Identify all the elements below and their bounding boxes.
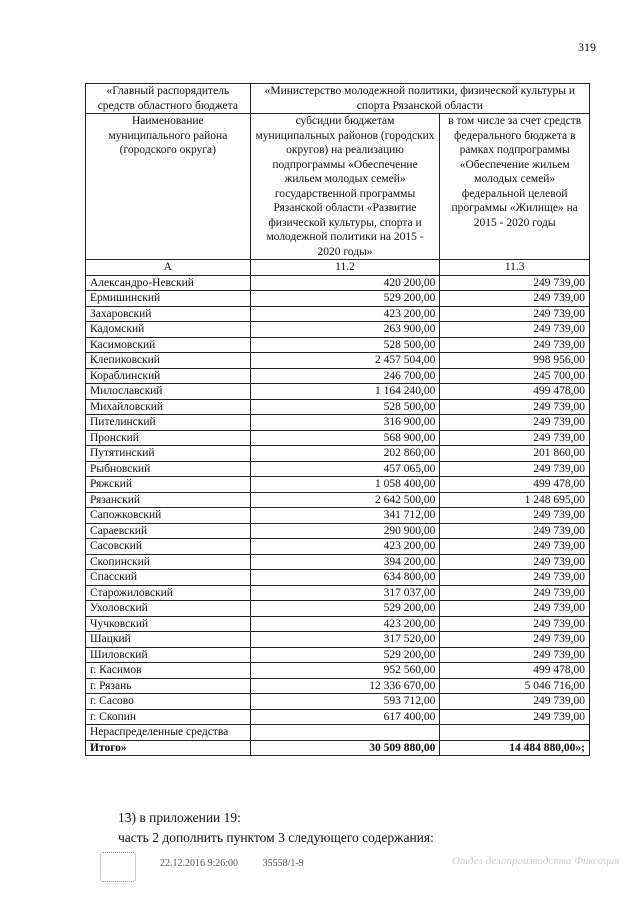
main-administrator-label: «Главный распорядитель средств областного бюджета bbox=[86, 84, 251, 114]
undistributed-label: Нераспределенные средства bbox=[86, 725, 251, 741]
district-name: Пронский bbox=[86, 430, 251, 446]
subsidy-amount: 529 200,00 bbox=[250, 291, 440, 307]
subsidy-amount: 1 164 240,00 bbox=[250, 384, 440, 400]
subsidy-amount: 529 200,00 bbox=[250, 601, 440, 617]
column-code-11-3: 11.3 bbox=[440, 260, 590, 276]
table-row bbox=[86, 554, 590, 570]
subsidy-amount: 290 900,00 bbox=[250, 523, 440, 539]
federal-amount: 249 739,00 bbox=[440, 291, 590, 307]
federal-amount: 998 956,00 bbox=[440, 353, 590, 369]
subsidy-amount: 316 900,00 bbox=[250, 415, 440, 431]
subsidy-amount: 634 800,00 bbox=[250, 570, 440, 586]
amendment-text: часть 2 дополнить пунктом 3 следующего содержания: bbox=[118, 830, 434, 845]
district-name: Сараевский bbox=[86, 523, 251, 539]
table-row bbox=[86, 508, 590, 524]
federal-amount: 249 739,00 bbox=[440, 461, 590, 477]
subsidy-amount: 568 900,00 bbox=[250, 430, 440, 446]
federal-amount: 249 739,00 bbox=[440, 539, 590, 555]
table-row bbox=[86, 492, 590, 508]
district-name: Ухоловский bbox=[86, 601, 251, 617]
total-label: Итого» bbox=[86, 740, 251, 756]
federal-amount: 249 739,00 bbox=[440, 601, 590, 617]
federal-amount: 249 739,00 bbox=[440, 585, 590, 601]
table-row bbox=[86, 585, 590, 601]
district-name: Кадомский bbox=[86, 322, 251, 338]
federal-amount: 201 860,00 bbox=[440, 446, 590, 462]
district-name: Чучковский bbox=[86, 616, 251, 632]
table-row bbox=[86, 616, 590, 632]
federal-amount: 499 478,00 bbox=[440, 384, 590, 400]
district-name: Шацкий bbox=[86, 632, 251, 648]
district-name: Рыбновский bbox=[86, 461, 251, 477]
table-row bbox=[86, 322, 590, 338]
column-header-federal: в том числе за счет средств федерального бюджета в рамках подпрограммы «Обеспечение жильем молодых семей» федеральной целевой программы «Жилище» на 2015 - 2020 годы bbox=[440, 114, 590, 260]
federal-amount: 249 739,00 bbox=[440, 275, 590, 291]
district-name: Михайловский bbox=[86, 399, 251, 415]
district-name: Сапожковский bbox=[86, 508, 251, 524]
table-row bbox=[86, 647, 590, 663]
district-name: Захаровский bbox=[86, 306, 251, 322]
table-row bbox=[86, 709, 590, 725]
federal-amount: 1 248 695,00 bbox=[440, 492, 590, 508]
document-footer bbox=[160, 858, 326, 869]
table-row bbox=[86, 430, 590, 446]
federal-amount: 249 739,00 bbox=[440, 415, 590, 431]
district-name: Путятинский bbox=[86, 446, 251, 462]
federal-amount: 249 739,00 bbox=[440, 306, 590, 322]
subsidy-amount: 593 712,00 bbox=[250, 694, 440, 710]
footer-datetime: 22.12.2016 9:26:00 bbox=[160, 858, 239, 869]
column-header-subsidy: субсидии бюджетам муниципальных районов (городских округов) на реализацию подпрограммы «Обеспечение жильем молодых семей» государственной программы Рязанской области «Развитие физической культуры, спорта и молодежной политики на 2015 - 2020 годы» bbox=[250, 114, 440, 260]
total-federal: 14 484 880,00»; bbox=[440, 740, 590, 756]
table-row bbox=[86, 632, 590, 648]
federal-amount: 499 478,00 bbox=[440, 477, 590, 493]
undistributed-subsidy bbox=[250, 725, 440, 741]
footer-doc-id: 35558/1-9 bbox=[262, 858, 304, 869]
federal-amount: 249 739,00 bbox=[440, 337, 590, 353]
federal-amount: 249 739,00 bbox=[440, 694, 590, 710]
subsidy-amount: 617 400,00 bbox=[250, 709, 440, 725]
federal-amount: 245 700,00 bbox=[440, 368, 590, 384]
subsidy-amount: 12 336 670,00 bbox=[250, 678, 440, 694]
column-header-name: Наименование муниципального района (городского округа) bbox=[86, 114, 251, 260]
federal-amount: 249 739,00 bbox=[440, 554, 590, 570]
header-row-administrator bbox=[86, 84, 590, 114]
table-row bbox=[86, 368, 590, 384]
table-row bbox=[86, 523, 590, 539]
federal-amount: 249 739,00 bbox=[440, 709, 590, 725]
federal-amount: 249 739,00 bbox=[440, 616, 590, 632]
table-row-total bbox=[86, 740, 590, 756]
subsidy-amount: 2 457 504,00 bbox=[250, 353, 440, 369]
federal-amount: 249 739,00 bbox=[440, 570, 590, 586]
federal-amount: 249 739,00 bbox=[440, 399, 590, 415]
table-row bbox=[86, 353, 590, 369]
table-row bbox=[86, 337, 590, 353]
district-name: Касимовский bbox=[86, 337, 251, 353]
federal-amount: 249 739,00 bbox=[440, 508, 590, 524]
column-code-11-2: 11.2 bbox=[250, 260, 440, 276]
federal-amount: 499 478,00 bbox=[440, 663, 590, 679]
subsidy-amount: 423 200,00 bbox=[250, 306, 440, 322]
table-row bbox=[86, 446, 590, 462]
table-row bbox=[86, 570, 590, 586]
ministry-name: «Министерство молодежной политики, физической культуры и спорта Рязанской области bbox=[250, 84, 589, 114]
column-code-a: А bbox=[86, 260, 251, 276]
subsidy-amount: 457 065,00 bbox=[250, 461, 440, 477]
subsidy-amount: 246 700,00 bbox=[250, 368, 440, 384]
district-name: Ермишинский bbox=[86, 291, 251, 307]
table-row bbox=[86, 601, 590, 617]
federal-amount: 249 739,00 bbox=[440, 647, 590, 663]
table-row-undistributed bbox=[86, 725, 590, 741]
district-name: Скопинский bbox=[86, 554, 251, 570]
district-name: Александро-Невский bbox=[86, 275, 251, 291]
district-name: Старожиловский bbox=[86, 585, 251, 601]
header-row-columns bbox=[86, 114, 590, 260]
table-row bbox=[86, 477, 590, 493]
district-name: г. Рязань bbox=[86, 678, 251, 694]
subsidy-amount: 263 900,00 bbox=[250, 322, 440, 338]
table-row bbox=[86, 539, 590, 555]
table-row bbox=[86, 275, 590, 291]
district-name: Сасовский bbox=[86, 539, 251, 555]
subsidy-amount: 341 712,00 bbox=[250, 508, 440, 524]
table-row bbox=[86, 291, 590, 307]
subsidy-amount: 529 200,00 bbox=[250, 647, 440, 663]
stamp-icon bbox=[100, 852, 136, 882]
district-name: г. Сасово bbox=[86, 694, 251, 710]
table-row bbox=[86, 663, 590, 679]
district-name: Ряжский bbox=[86, 477, 251, 493]
district-name: Клепиковский bbox=[86, 353, 251, 369]
amendment-item: 13) в приложении 19: bbox=[118, 810, 241, 825]
total-subsidy: 30 509 880,00 bbox=[250, 740, 440, 756]
district-name: Пителинский bbox=[86, 415, 251, 431]
table-row bbox=[86, 415, 590, 431]
federal-amount: 249 739,00 bbox=[440, 430, 590, 446]
subsidy-amount: 528 500,00 bbox=[250, 337, 440, 353]
subsidy-amount: 394 200,00 bbox=[250, 554, 440, 570]
subsidy-amount: 317 037,00 bbox=[250, 585, 440, 601]
subsidy-amount: 528 500,00 bbox=[250, 399, 440, 415]
table-row bbox=[86, 461, 590, 477]
federal-amount: 5 046 716,00 bbox=[440, 678, 590, 694]
header-row-codes bbox=[86, 260, 590, 276]
watermark-text: Отдел делопроизводства Фиксация bbox=[452, 855, 620, 867]
district-name: Спасский bbox=[86, 570, 251, 586]
district-name: г. Скопин bbox=[86, 709, 251, 725]
subsidy-amount: 2 642 500,00 bbox=[250, 492, 440, 508]
allocation-table bbox=[85, 83, 590, 756]
table-row bbox=[86, 306, 590, 322]
federal-amount: 249 739,00 bbox=[440, 523, 590, 539]
district-name: Милославский bbox=[86, 384, 251, 400]
table-row bbox=[86, 694, 590, 710]
table-row bbox=[86, 678, 590, 694]
federal-amount: 249 739,00 bbox=[440, 632, 590, 648]
federal-amount: 249 739,00 bbox=[440, 322, 590, 338]
subsidy-amount: 1 058 400,00 bbox=[250, 477, 440, 493]
undistributed-federal bbox=[440, 725, 590, 741]
page-number: 319 bbox=[578, 40, 596, 54]
table-row bbox=[86, 384, 590, 400]
subsidy-amount: 420 200,00 bbox=[250, 275, 440, 291]
district-name: г. Касимов bbox=[86, 663, 251, 679]
subsidy-amount: 423 200,00 bbox=[250, 616, 440, 632]
district-name: Кораблинский bbox=[86, 368, 251, 384]
subsidy-amount: 317 520,00 bbox=[250, 632, 440, 648]
table-row bbox=[86, 399, 590, 415]
subsidy-amount: 423 200,00 bbox=[250, 539, 440, 555]
subsidy-amount: 952 560,00 bbox=[250, 663, 440, 679]
district-name: Рязанский bbox=[86, 492, 251, 508]
district-name: Шиловский bbox=[86, 647, 251, 663]
subsidy-amount: 202 860,00 bbox=[250, 446, 440, 462]
